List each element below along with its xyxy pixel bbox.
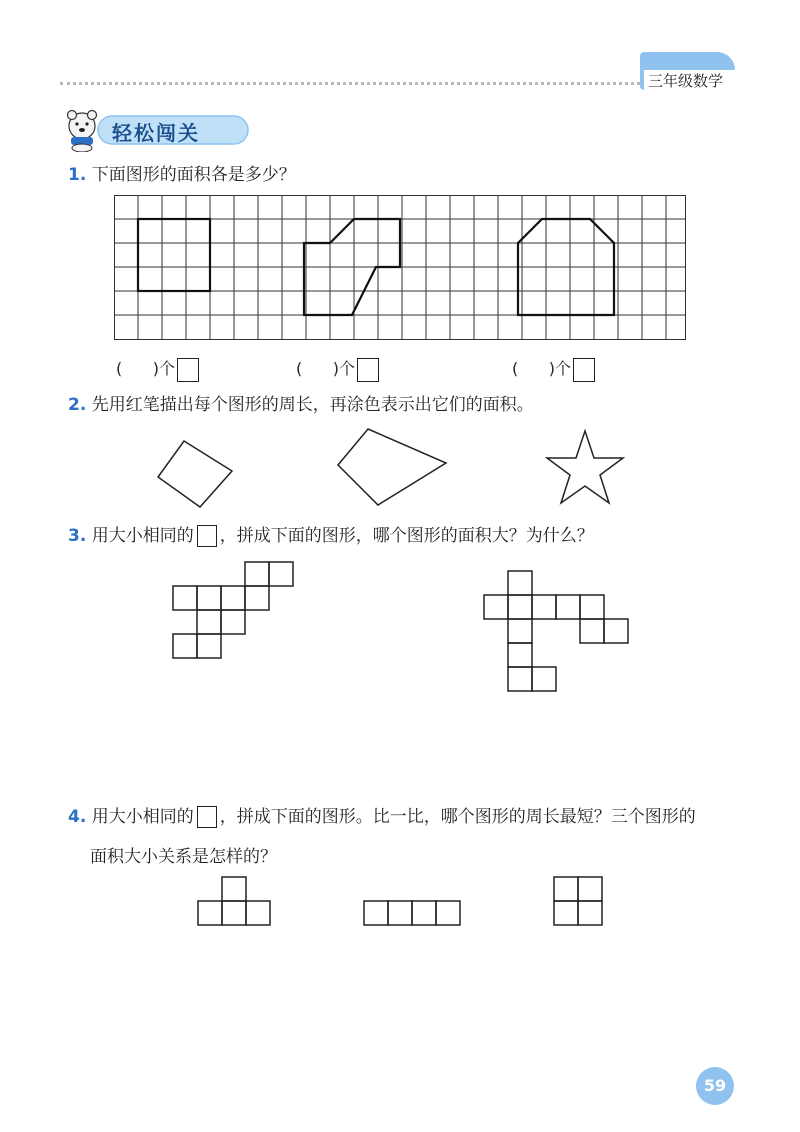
question-number: 1. xyxy=(68,165,87,185)
tile-figure-t xyxy=(196,875,276,927)
tile-figure-square xyxy=(552,875,606,929)
tilted-square-shape xyxy=(158,441,232,507)
unit-square-icon xyxy=(177,358,199,382)
unit-square-icon xyxy=(197,806,217,828)
unit-square-icon xyxy=(573,358,595,382)
tile-figure-left xyxy=(170,560,300,662)
bear-mascot-icon xyxy=(68,111,97,153)
star-shape xyxy=(547,431,623,503)
page-number: 59 xyxy=(696,1067,734,1105)
question-text: 下面图形的面积各是多少？ xyxy=(91,165,296,185)
question-number: 4. xyxy=(68,807,87,827)
section-title: 轻松闯关 xyxy=(112,121,200,145)
question-text: 先用红笔描出每个图形的周长，再涂色表示出它们的面积。 xyxy=(91,395,534,415)
tile-figure-line xyxy=(362,899,464,929)
unit-square-icon xyxy=(357,358,379,382)
answer-1a: ( )个 xyxy=(116,356,199,382)
question-4-line2: 面积大小关系是怎样的？ xyxy=(90,847,277,867)
question-2 xyxy=(68,392,534,418)
question-1 xyxy=(68,162,296,188)
question-number: 2. xyxy=(68,395,87,415)
perimeter-shapes xyxy=(150,425,650,520)
grade-label: 三年级数学 xyxy=(644,70,762,91)
quadrilateral-shape xyxy=(338,429,446,505)
question-number: 3. xyxy=(68,526,87,546)
answer-1c: ( )个 xyxy=(512,356,595,382)
square-shape xyxy=(138,219,210,291)
question-4: 4. 用大小相同的 ，拼成下面的图形。比一比，哪个图形的周长最短？三个图形的 xyxy=(68,807,696,827)
area-grid-figure xyxy=(114,195,686,340)
answer-1b: ( )个 xyxy=(296,356,379,382)
tile-figure-right xyxy=(482,568,632,696)
question-3: 3. 用大小相同的 ，拼成下面的图形，哪个图形的面积大？为什么？ xyxy=(68,526,594,546)
unit-square-icon xyxy=(197,525,217,547)
header-dotted-rule xyxy=(60,82,640,85)
